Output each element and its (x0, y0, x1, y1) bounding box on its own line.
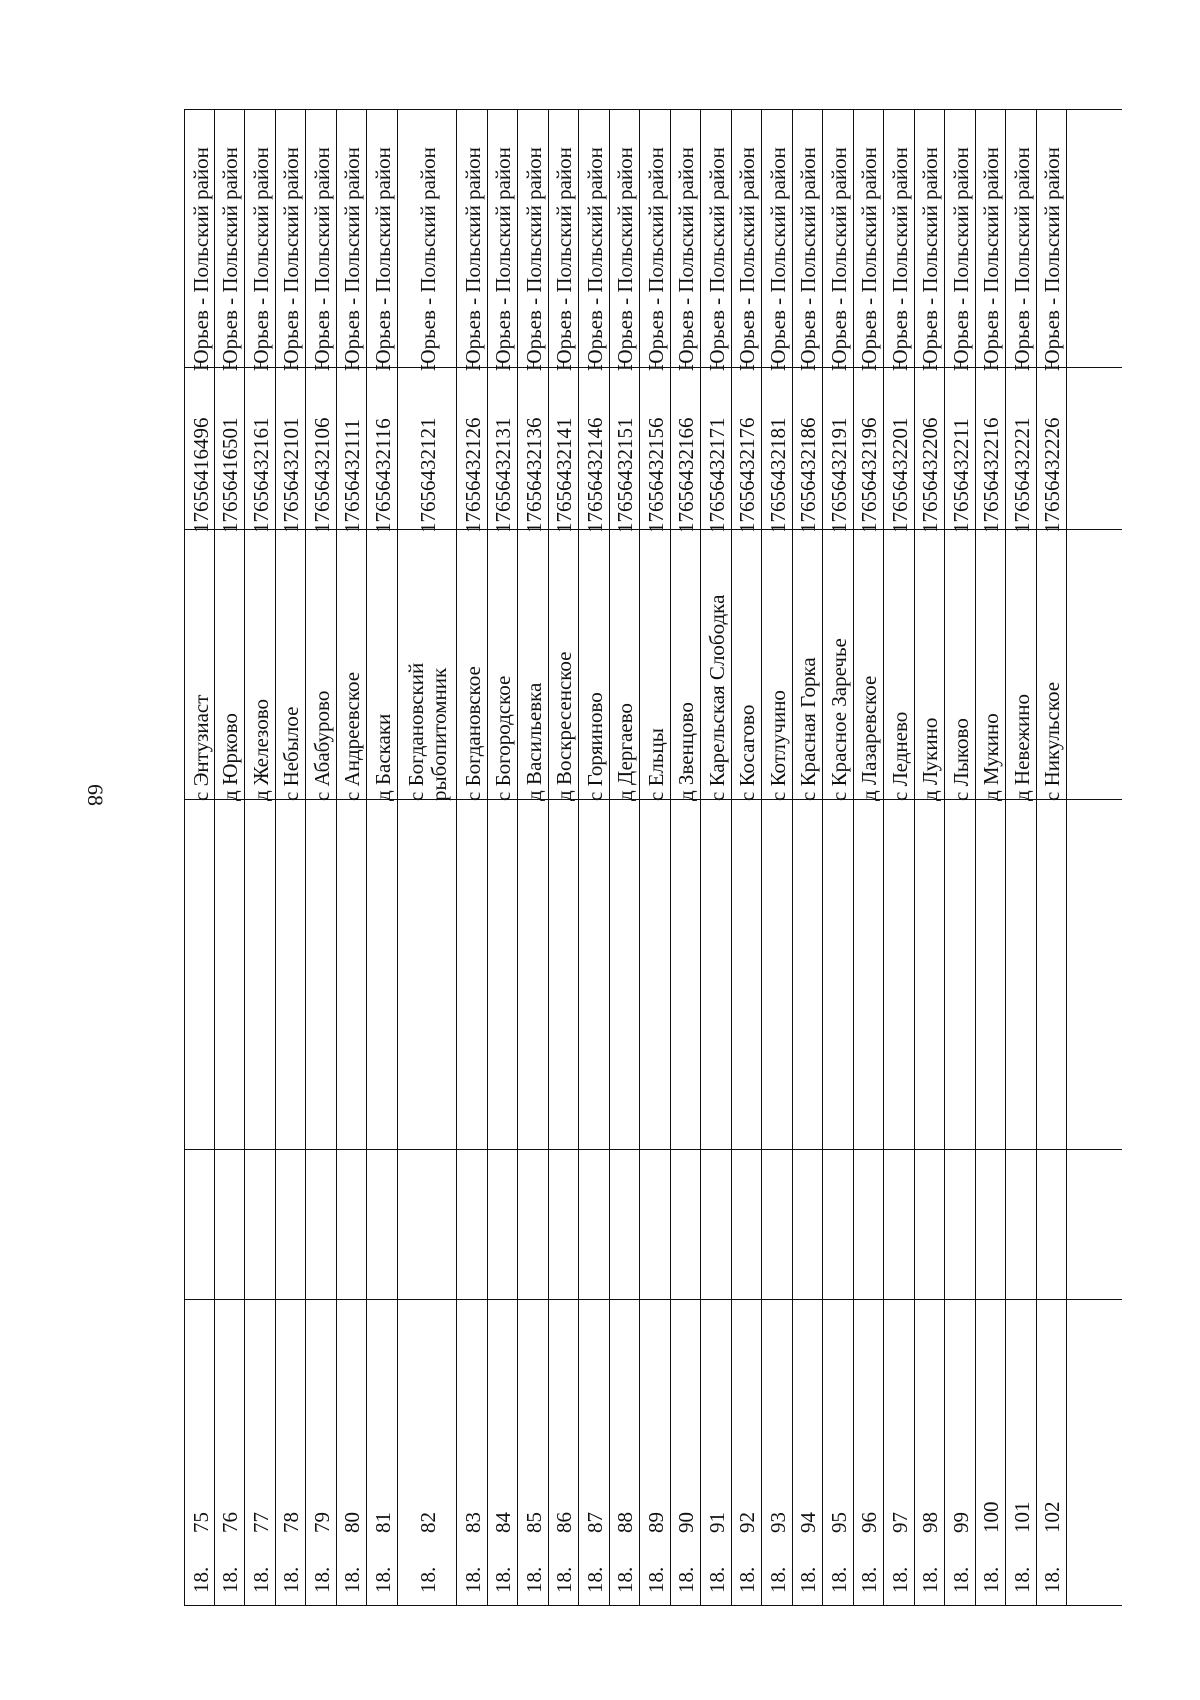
district-cell: Юрьев - Польский район (613, 147, 638, 371)
table-divider (184, 799, 1122, 800)
prefix-cell: 18. (918, 1566, 943, 1593)
number-cell: 100 (979, 1501, 1004, 1533)
district-cell: Юрьев - Польский район (826, 147, 851, 371)
code-cell: 17656432156 (643, 417, 668, 533)
district-cell: Юрьев - Польский район (340, 147, 365, 371)
table-row (732, 109, 763, 1605)
table-row (945, 109, 976, 1605)
district-cell: Юрьев - Польский район (857, 147, 882, 371)
settlement-cell: с Богдановское (460, 666, 485, 801)
prefix-cell: 18. (704, 1566, 729, 1593)
code-cell: 17656432186 (796, 417, 821, 533)
code-cell: 17656432221 (1009, 417, 1034, 533)
table-row (306, 109, 337, 1605)
settlement-cell: с Косагово (735, 704, 760, 801)
table-row (884, 109, 915, 1605)
settlement-cell: д Дергаево (613, 703, 638, 801)
district-cell: Юрьев - Польский район (796, 147, 821, 371)
number-cell: 86 (552, 1512, 577, 1533)
code-cell: 17656432226 (1040, 417, 1065, 533)
page-number: 68 (83, 784, 108, 806)
number-cell: 79 (309, 1512, 334, 1533)
number-cell: 91 (704, 1512, 729, 1533)
district-cell: Юрьев - Польский район (674, 147, 699, 371)
settlement-cell: д Железово (248, 698, 273, 801)
number-cell: 83 (460, 1512, 485, 1533)
number-cell: 101 (1009, 1501, 1034, 1533)
table-border-bottom (184, 1605, 1122, 1606)
settlement-cell: с Карельская Слободка (704, 594, 729, 801)
district-cell: Юрьев - Польский район (1009, 147, 1034, 371)
table-row (793, 109, 824, 1605)
code-cell: 17656432181 (765, 417, 790, 533)
code-cell: 17656432101 (279, 417, 304, 533)
settlement-cell: с Котлучино (765, 690, 790, 801)
settlement-cell: с Энтузиаст (188, 694, 213, 801)
prefix-cell: 18. (248, 1566, 273, 1593)
number-cell: 76 (218, 1512, 243, 1533)
table-row (276, 109, 307, 1605)
prefix-cell: 18. (491, 1566, 516, 1593)
district-cell: Юрьев - Польский район (643, 147, 668, 371)
number-cell: 98 (918, 1512, 943, 1533)
settlement-cell: с Ельцы (643, 728, 668, 801)
district-cell: Юрьев - Польский район (218, 147, 243, 371)
prefix-cell: 18. (309, 1566, 334, 1593)
table-row (488, 109, 519, 1605)
settlement-cell: с Андреевское (340, 671, 365, 801)
number-cell: 102 (1040, 1501, 1065, 1533)
table-row (457, 109, 488, 1605)
settlement-cell: с Богдановский рыбопитомник (404, 662, 452, 801)
code-cell: 17656432121 (415, 417, 440, 533)
settlement-cell: с Небылое (279, 706, 304, 801)
table-row (184, 109, 215, 1605)
table-border-top (184, 109, 1122, 110)
number-cell: 88 (613, 1512, 638, 1533)
prefix-cell: 18. (521, 1566, 546, 1593)
settlement-cell: с Абабурово (309, 690, 334, 801)
prefix-cell: 18. (552, 1566, 577, 1593)
prefix-cell: 18. (582, 1566, 607, 1593)
number-cell: 93 (765, 1512, 790, 1533)
table-row (215, 109, 246, 1605)
prefix-cell: 18. (826, 1566, 851, 1593)
table-row (398, 109, 458, 1605)
table-divider (184, 1299, 1122, 1300)
settlement-cell: д Баскаки (370, 713, 395, 801)
prefix-cell: 18. (765, 1566, 790, 1593)
prefix-cell: 18. (1040, 1566, 1065, 1593)
district-cell: Юрьев - Польский район (765, 147, 790, 371)
number-cell: 97 (887, 1512, 912, 1533)
settlement-cell: с Горяиново (582, 692, 607, 801)
code-cell: 17656432131 (491, 417, 516, 533)
settlement-cell: д Лазаревское (857, 675, 882, 801)
district-cell: Юрьев - Польский район (948, 147, 973, 371)
prefix-cell: 18. (979, 1566, 1004, 1593)
table-row (854, 109, 885, 1605)
table-row (610, 109, 641, 1605)
settlement-cell: д Лукино (918, 717, 943, 801)
district-cell: Юрьев - Польский район (248, 147, 273, 371)
district-cell: Юрьев - Польский район (491, 147, 516, 371)
prefix-cell: 18. (796, 1566, 821, 1593)
code-cell: 17656432196 (857, 417, 882, 533)
code-cell: 17656432126 (460, 417, 485, 533)
table-row (1037, 109, 1068, 1605)
code-cell: 17656432141 (552, 417, 577, 533)
prefix-cell: 18. (370, 1566, 395, 1593)
table-divider (184, 1149, 1122, 1150)
prefix-cell: 18. (857, 1566, 882, 1593)
number-cell: 90 (674, 1512, 699, 1533)
settlement-cell: с Богородское (491, 675, 516, 801)
number-cell: 96 (857, 1512, 882, 1533)
code-cell: 17656432206 (918, 417, 943, 533)
code-cell: 17656432111 (340, 419, 365, 533)
table-divider (184, 367, 1122, 368)
prefix-cell: 18. (948, 1566, 973, 1593)
table-row (579, 109, 610, 1605)
number-cell: 78 (279, 1512, 304, 1533)
table-row (1006, 109, 1037, 1605)
prefix-cell: 18. (613, 1566, 638, 1593)
number-cell: 80 (340, 1512, 365, 1533)
district-cell: Юрьев - Польский район (279, 147, 304, 371)
table-row (518, 109, 549, 1605)
number-cell: 95 (826, 1512, 851, 1533)
number-cell: 75 (188, 1512, 213, 1533)
prefix-cell: 18. (674, 1566, 699, 1593)
number-cell: 84 (491, 1512, 516, 1533)
code-cell: 17656432176 (735, 417, 760, 533)
settlement-cell: с Леднево (887, 711, 912, 801)
code-cell: 17656416496 (188, 417, 213, 533)
settlements-table (184, 109, 1122, 1605)
prefix-cell: 18. (415, 1566, 440, 1593)
settlement-cell: д Звенцово (674, 702, 699, 801)
settlement-cell: д Юрково (218, 713, 243, 801)
prefix-cell: 18. (340, 1566, 365, 1593)
district-cell: Юрьев - Польский район (704, 147, 729, 371)
district-cell: Юрьев - Польский район (918, 147, 943, 371)
table-row (915, 109, 946, 1605)
district-cell: Юрьев - Польский район (188, 147, 213, 371)
number-cell: 82 (415, 1512, 440, 1533)
settlement-cell: с Никульское (1040, 681, 1065, 801)
table-divider (184, 529, 1122, 530)
district-cell: Юрьев - Польский район (979, 147, 1004, 371)
code-cell: 17656432201 (887, 417, 912, 533)
prefix-cell: 18. (1009, 1566, 1034, 1593)
code-cell: 17656432166 (674, 417, 699, 533)
table-row (671, 109, 702, 1605)
code-cell: 17656432191 (826, 417, 851, 533)
prefix-cell: 18. (887, 1566, 912, 1593)
prefix-cell: 18. (643, 1566, 668, 1593)
code-cell: 17656432136 (521, 417, 546, 533)
code-cell: 17656432161 (248, 417, 273, 533)
table-row (367, 109, 398, 1605)
prefix-cell: 18. (460, 1566, 485, 1593)
code-cell: 17656432116 (370, 418, 395, 533)
prefix-cell: 18. (218, 1566, 243, 1593)
table-row (976, 109, 1007, 1605)
number-cell: 94 (796, 1512, 821, 1533)
number-cell: 99 (948, 1512, 973, 1533)
code-cell: 17656432106 (309, 417, 334, 533)
district-cell: Юрьев - Польский район (735, 147, 760, 371)
table-row (701, 109, 732, 1605)
district-cell: Юрьев - Польский район (309, 147, 334, 371)
settlement-cell: с Красная Горка (796, 657, 821, 801)
prefix-cell: 18. (735, 1566, 760, 1593)
table-row (549, 109, 580, 1605)
table-row (823, 109, 854, 1605)
prefix-cell: 18. (279, 1566, 304, 1593)
number-cell: 89 (643, 1512, 668, 1533)
code-cell: 17656416501 (218, 417, 243, 533)
table-row (640, 109, 671, 1605)
district-cell: Юрьев - Польский район (887, 147, 912, 371)
district-cell: Юрьев - Польский район (521, 147, 546, 371)
district-cell: Юрьев - Польский район (1040, 147, 1065, 371)
district-cell: Юрьев - Польский район (582, 147, 607, 371)
settlement-cell: д Воскресенское (552, 651, 577, 801)
code-cell: 17656432211 (948, 418, 973, 533)
prefix-cell: 18. (188, 1566, 213, 1593)
number-cell: 87 (582, 1512, 607, 1533)
settlement-cell: д Васильевка (521, 682, 546, 801)
table-row (337, 109, 368, 1605)
settlement-cell: с Лыково (948, 718, 973, 801)
code-cell: 17656432171 (704, 417, 729, 533)
district-cell: Юрьев - Польский район (552, 147, 577, 371)
settlement-cell: с Красное Заречье (826, 638, 851, 801)
code-cell: 17656432151 (613, 417, 638, 533)
code-cell: 17656432216 (979, 417, 1004, 533)
settlement-cell: д Невежино (1009, 693, 1034, 801)
number-cell: 77 (248, 1512, 273, 1533)
settlement-cell: д Мукино (979, 713, 1004, 801)
table-row (762, 109, 793, 1605)
code-cell: 17656432146 (582, 417, 607, 533)
district-cell: Юрьев - Польский район (370, 147, 395, 371)
number-cell: 81 (370, 1512, 395, 1533)
district-cell: Юрьев - Польский район (415, 147, 440, 371)
number-cell: 92 (735, 1512, 760, 1533)
number-cell: 85 (521, 1512, 546, 1533)
table-row (245, 109, 276, 1605)
district-cell: Юрьев - Польский район (460, 147, 485, 371)
